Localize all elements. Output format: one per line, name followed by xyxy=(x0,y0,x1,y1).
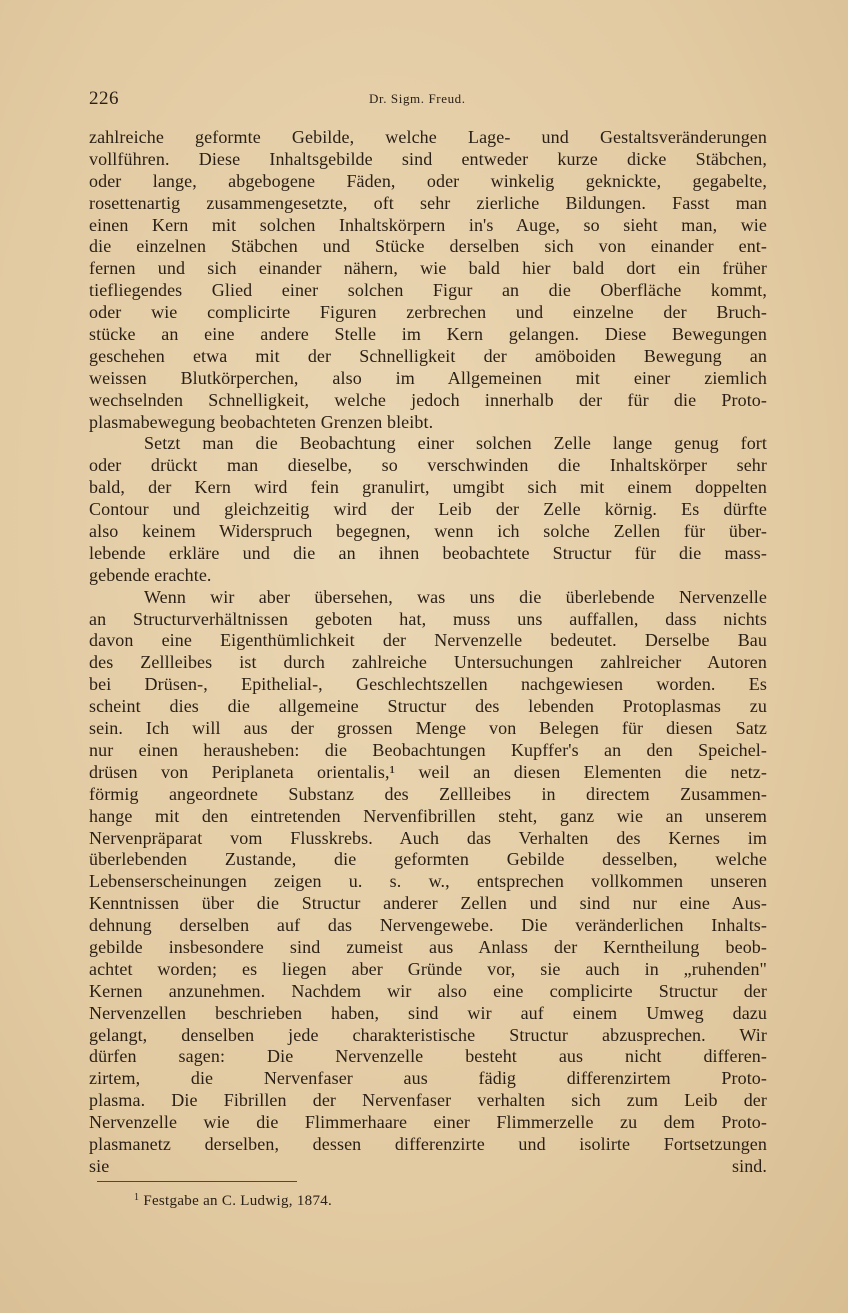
page-header xyxy=(89,88,767,112)
text-line: scheint dies die allgemeine Structur des lebenden Protoplasmas zu xyxy=(89,696,767,717)
body-text xyxy=(89,127,767,1200)
text-line: die einzelnen Stäbchen und Stücke derselben sich von einander ent- xyxy=(89,236,767,257)
text-line: Kernen anzunehmen. Nachdem wir also eine complicirte Structur der xyxy=(89,980,767,1001)
text-line: bald, der Kern wird fein granulirt, umgibt sich mit einem doppelten xyxy=(89,477,767,498)
text-line: Nervenzellen beschrieben haben, sind wir auf einem Umweg dazu xyxy=(89,1002,767,1023)
text-line: oder lange, abgebogene Fäden, oder winkelig geknickte, gegabelte, xyxy=(89,170,767,191)
footnote-text: Festgabe an C. Ludwig, 1874. xyxy=(143,1193,333,1209)
footnote-divider xyxy=(97,1181,297,1182)
text-line: also keinem Widerspruch begegnen, wenn ich solche Zellen für über- xyxy=(89,521,767,542)
text-line: plasmanetz derselben, dessen differenzirte und isolirte Fortsetzungen xyxy=(89,1133,767,1154)
text-line: weissen Blutkörperchen, also im Allgemeinen mit einer ziemlich xyxy=(89,367,767,388)
text-line: gelangt, denselben jede charakteristische Structur abzusprechen. Wir xyxy=(89,1024,767,1045)
text-line: nur einen herausheben: die Beobachtungen Kupffer's an den Speichel- xyxy=(89,739,767,760)
text-line: Nervenzelle wie die Flimmerhaare einer Flimmerzelle zu dem Proto- xyxy=(89,1112,767,1133)
running-head: Dr. Sigm. Freud. xyxy=(369,91,466,106)
text-line: Kenntnissen über die Structur anderer Zellen und sind nur eine Aus- xyxy=(89,893,767,914)
text-line: stücke an eine andere Stelle im Kern gelangen. Diese Bewegungen xyxy=(89,324,767,345)
text-line: rosettenartig zusammengesetzte, oft sehr zierliche Bildungen. Fasst man xyxy=(89,192,767,213)
text-line: Wenn wir aber übersehen, was uns die überlebende Nervenzelle xyxy=(144,586,767,607)
text-line: an Structurverhältnissen geboten hat, muss uns auffallen, dass nichts xyxy=(89,608,767,629)
text-line: zahlreiche geformte Gebilde, welche Lage- und Gestaltsveränderungen xyxy=(89,127,767,147)
text-line: Contour und gleichzeitig wird der Leib der Zelle körnig. Es dürfte xyxy=(89,499,767,520)
text-line: lebende erkläre und die an ihnen beobachtete Structur für die mass- xyxy=(89,542,767,563)
text-line: Lebenserscheinungen zeigen u. s. w., entsprechen vollkommen unseren xyxy=(89,871,767,892)
text-line: plasmabewegung beobachteten Grenzen bleibt. xyxy=(89,411,434,432)
text-line: geschehen etwa mit der Schnelligkeit der amöboiden Bewegung an xyxy=(89,345,767,366)
text-line: gebende erachte. xyxy=(89,564,212,585)
text-line: förmig angeordnete Substanz des Zellleibes in directem Zusammen- xyxy=(89,783,767,804)
text-line: zirtem, die Nervenfaser aus fädig differenzirtem Proto- xyxy=(89,1068,767,1089)
page-number: 226 xyxy=(89,88,119,109)
text-line: einen Kern mit solchen Inhaltskörpern in's Auge, so sieht man, wie xyxy=(89,214,767,235)
text-line: überlebenden Zustande, die geformten Gebilde desselben, welche xyxy=(89,849,767,870)
footnote xyxy=(134,1192,332,1210)
text-line: achtet worden; es liegen aber Gründe vor, sie auch in „ruhenden" xyxy=(89,958,767,979)
text-line: plasma. Die Fibrillen der Nervenfaser verhalten sich zum Leib der xyxy=(89,1090,767,1111)
text-line: Setzt man die Beobachtung einer solchen Zelle lange genug fort xyxy=(144,433,767,454)
text-line: wechselnden Schnelligkeit, welche jedoch innerhalb der für die Proto- xyxy=(89,389,767,410)
text-line: fernen und sich einander nähern, wie bald hier bald dort ein früher xyxy=(89,258,767,279)
text-line: oder wie complicirte Figuren zerbrechen und einzelne der Bruch- xyxy=(89,302,767,323)
text-line: hange mit den eintretenden Nervenfibrillen steht, ganz wie an unserem xyxy=(89,805,767,826)
text-line: dehnung derselben auf das Nervengewebe. Die veränderlichen Inhalts- xyxy=(89,915,767,936)
text-line: drüsen von Periplaneta orientalis,¹ weil an diesen Elementen die netz- xyxy=(89,761,767,782)
text-line: bei Drüsen-, Epithelial-, Geschlechtszellen nachgewiesen worden. Es xyxy=(89,674,767,695)
text-line: gebilde insbesondere sind zumeist aus Anlass der Kerntheilung beob- xyxy=(89,936,767,957)
footnote-marker: 1 xyxy=(134,1192,140,1203)
text-line: tiefliegendes Glied einer solchen Figur an die Oberfläche kommt, xyxy=(89,280,767,301)
text-line: Nervenpräparat vom Flusskrebs. Auch das Verhalten des Kernes im xyxy=(89,827,767,848)
text-line: des Zellleibes ist durch zahlreiche Untersuchungen zahlreicher Autoren xyxy=(89,652,767,673)
text-line: sie sind. xyxy=(89,1155,767,1176)
text-line: oder drückt man dieselbe, so verschwinden die Inhaltskörper sehr xyxy=(89,455,767,476)
text-line: davon eine Eigenthümlichkeit der Nervenzelle bedeutet. Derselbe Bau xyxy=(89,630,767,651)
text-line: sein. Ich will aus der grossen Menge von Belegen für diesen Satz xyxy=(89,718,767,739)
text-line: dürfen sagen: Die Nervenzelle besteht aus nicht differen- xyxy=(89,1046,767,1067)
text-line: vollführen. Diese Inhaltsgebilde sind entweder kurze dicke Stäbchen, xyxy=(89,148,767,169)
